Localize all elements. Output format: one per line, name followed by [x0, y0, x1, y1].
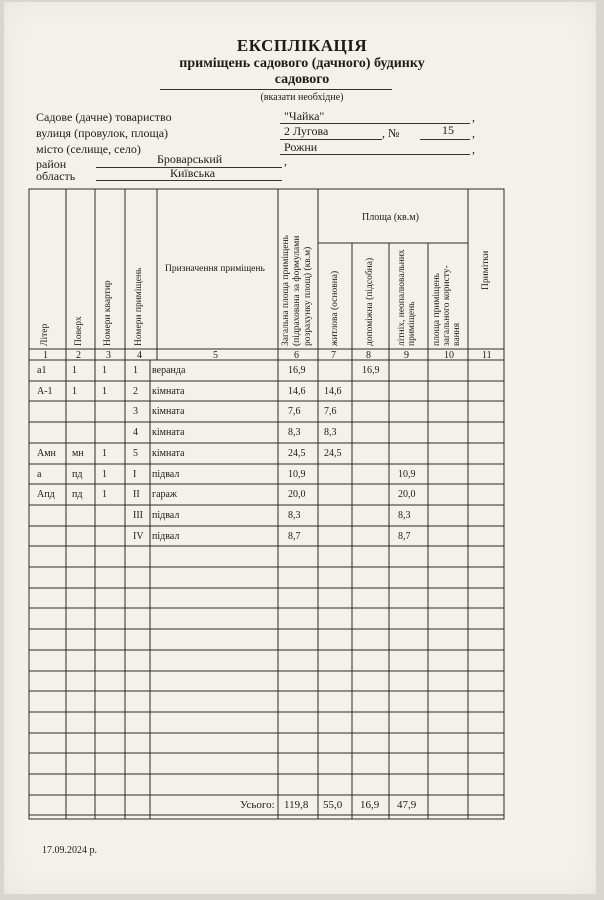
footer-date: 17.09.2024 р.: [42, 845, 97, 856]
table-cell-room: III: [133, 509, 143, 521]
table-cell-purpose: веранда: [152, 365, 186, 376]
table-cell-floor: 1: [72, 385, 77, 397]
table-cell-apartment: 1: [102, 447, 107, 459]
header-total-line2: (підрахована за формулами: [292, 235, 302, 346]
column-number-10: 10: [444, 350, 454, 361]
header-living: житлова (основна): [330, 270, 340, 346]
table-cell-room: 5: [133, 447, 138, 459]
header-common-line1: площа приміщень: [432, 273, 442, 346]
table-cell-purpose: кімната: [152, 427, 185, 439]
district-label: район: [36, 157, 67, 171]
document-hint: (вказати необхідне): [260, 92, 344, 103]
table-cell-purpose: підвал: [152, 530, 180, 542]
street-label: вулиця (провулок, площа): [36, 126, 169, 140]
number-label: , №: [382, 126, 400, 140]
header-total-line3: розрахунку площ) (кв.м): [303, 246, 313, 346]
table-cell-apartment: 1: [102, 489, 107, 501]
table-cell-total: 7,6: [288, 406, 301, 418]
header-common-line3: вання: [452, 322, 462, 346]
table-cell-purpose: кімната: [152, 406, 185, 418]
header-total-line1: Загальна площа приміщень: [281, 235, 291, 346]
table-cell-total: 14,6: [288, 385, 306, 397]
column-number-3: 3: [106, 350, 111, 361]
table-cell-living: 24,5: [324, 447, 342, 459]
header-purpose: Призначення приміщень: [165, 264, 265, 274]
table-cell-living: 7,6: [324, 406, 337, 418]
column-number-6: 6: [294, 350, 299, 361]
table-cell-living: 14,6: [324, 385, 342, 397]
header-summer-line1: літніх, неопалювальних: [397, 249, 407, 346]
town-value: Рожни: [284, 140, 318, 154]
table-cell-apartment: 1: [102, 365, 107, 376]
totals-living: 55,0: [323, 798, 343, 811]
table-cell-room: 2: [133, 385, 138, 397]
totals-label: Усього:: [240, 798, 275, 811]
table-cell-room: 3: [133, 406, 138, 418]
table-cell-purpose: підвал: [152, 468, 180, 480]
town-comma: ,: [472, 142, 475, 156]
totals-summer: 47,9: [397, 798, 417, 811]
table-cell-liter: а: [37, 468, 42, 480]
number-value: 15: [442, 123, 454, 137]
table-cell-summer: 10,9: [398, 468, 416, 480]
table-cell-auxiliary: 16,9: [362, 365, 380, 376]
table-cell-total: 16,9: [288, 365, 306, 376]
header-common-line2: загального користу-: [442, 265, 452, 346]
column-number-5: 5: [213, 350, 218, 361]
table-cell-living: 8,3: [324, 427, 337, 439]
header-area-group: Площа (кв.м): [362, 212, 419, 223]
column-number-7: 7: [331, 350, 336, 361]
town-label: місто (селище, село): [36, 142, 141, 156]
table-cell-floor: пд: [72, 468, 83, 480]
table-cell-liter: а1: [37, 365, 47, 376]
table-cell-total: 8,3: [288, 509, 301, 521]
table-cell-summer: 8,3: [398, 509, 411, 521]
table-cell-room: I: [133, 468, 137, 480]
table-cell-room: II: [133, 489, 140, 501]
header-room: Номери приміщень: [134, 267, 144, 346]
totals-auxiliary: 16,9: [360, 798, 380, 811]
table-cell-total: 8,3: [288, 427, 301, 439]
district-comma: ,: [284, 154, 287, 168]
table-cell-liter: А-1: [37, 385, 53, 397]
header-notes: Примітки: [481, 250, 491, 290]
region-label: область: [36, 169, 76, 183]
street-comma: ,: [472, 126, 475, 140]
document-subtitle-line2: садового: [274, 72, 330, 87]
table-cell-room: 4: [133, 427, 138, 439]
header-liter: Літер: [40, 323, 50, 346]
table-cell-total: 10,9: [288, 468, 306, 480]
region-value: Київська: [170, 166, 216, 180]
header-apartment: Номери квартир: [103, 280, 113, 346]
table-cell-liter: Амн: [37, 447, 56, 459]
table-cell-purpose: кімната: [152, 385, 185, 397]
society-comma: ,: [472, 110, 475, 124]
table-cell-room: IV: [133, 530, 144, 542]
column-number-9: 9: [404, 350, 409, 361]
document-subtitle-line1: приміщень садового (дачного) будинку: [179, 56, 425, 71]
totals-total: 119,8: [284, 798, 309, 811]
table-cell-summer: 20,0: [398, 489, 416, 501]
table-cell-purpose: підвал: [152, 509, 180, 521]
table-cell-room: 1: [133, 365, 138, 376]
district-value: Броварський: [157, 152, 223, 166]
street-value: 2 Лугова: [284, 124, 329, 138]
column-number-11: 11: [482, 350, 492, 361]
column-number-1: 1: [43, 350, 48, 361]
society-label: Садове (дачне) товариство: [36, 110, 172, 124]
column-number-8: 8: [366, 350, 371, 361]
table-cell-floor: мн: [72, 447, 84, 459]
table-cell-total: 8,7: [288, 530, 301, 542]
table-cell-liter: Апд: [37, 489, 55, 501]
table-cell-total: 24,5: [288, 447, 306, 459]
header-auxiliary: допоміжна (підсобна): [365, 257, 375, 346]
header-floor: Поверх: [74, 316, 84, 346]
society-value: "Чайка": [284, 109, 325, 123]
column-number-4: 4: [137, 350, 142, 361]
table-cell-floor: пд: [72, 489, 83, 501]
table-cell-apartment: 1: [102, 385, 107, 397]
table-cell-purpose: кімната: [152, 447, 185, 459]
table-cell-floor: 1: [72, 365, 77, 376]
table-cell-purpose: гараж: [152, 489, 177, 501]
table-cell-total: 20,0: [288, 489, 306, 501]
document-title: ЕКСПЛІКАЦІЯ: [236, 36, 368, 55]
table-cell-apartment: 1: [102, 468, 107, 480]
header-summer-line2: приміщень: [407, 301, 417, 346]
table-cell-summer: 8,7: [398, 530, 411, 542]
column-number-2: 2: [76, 350, 81, 361]
